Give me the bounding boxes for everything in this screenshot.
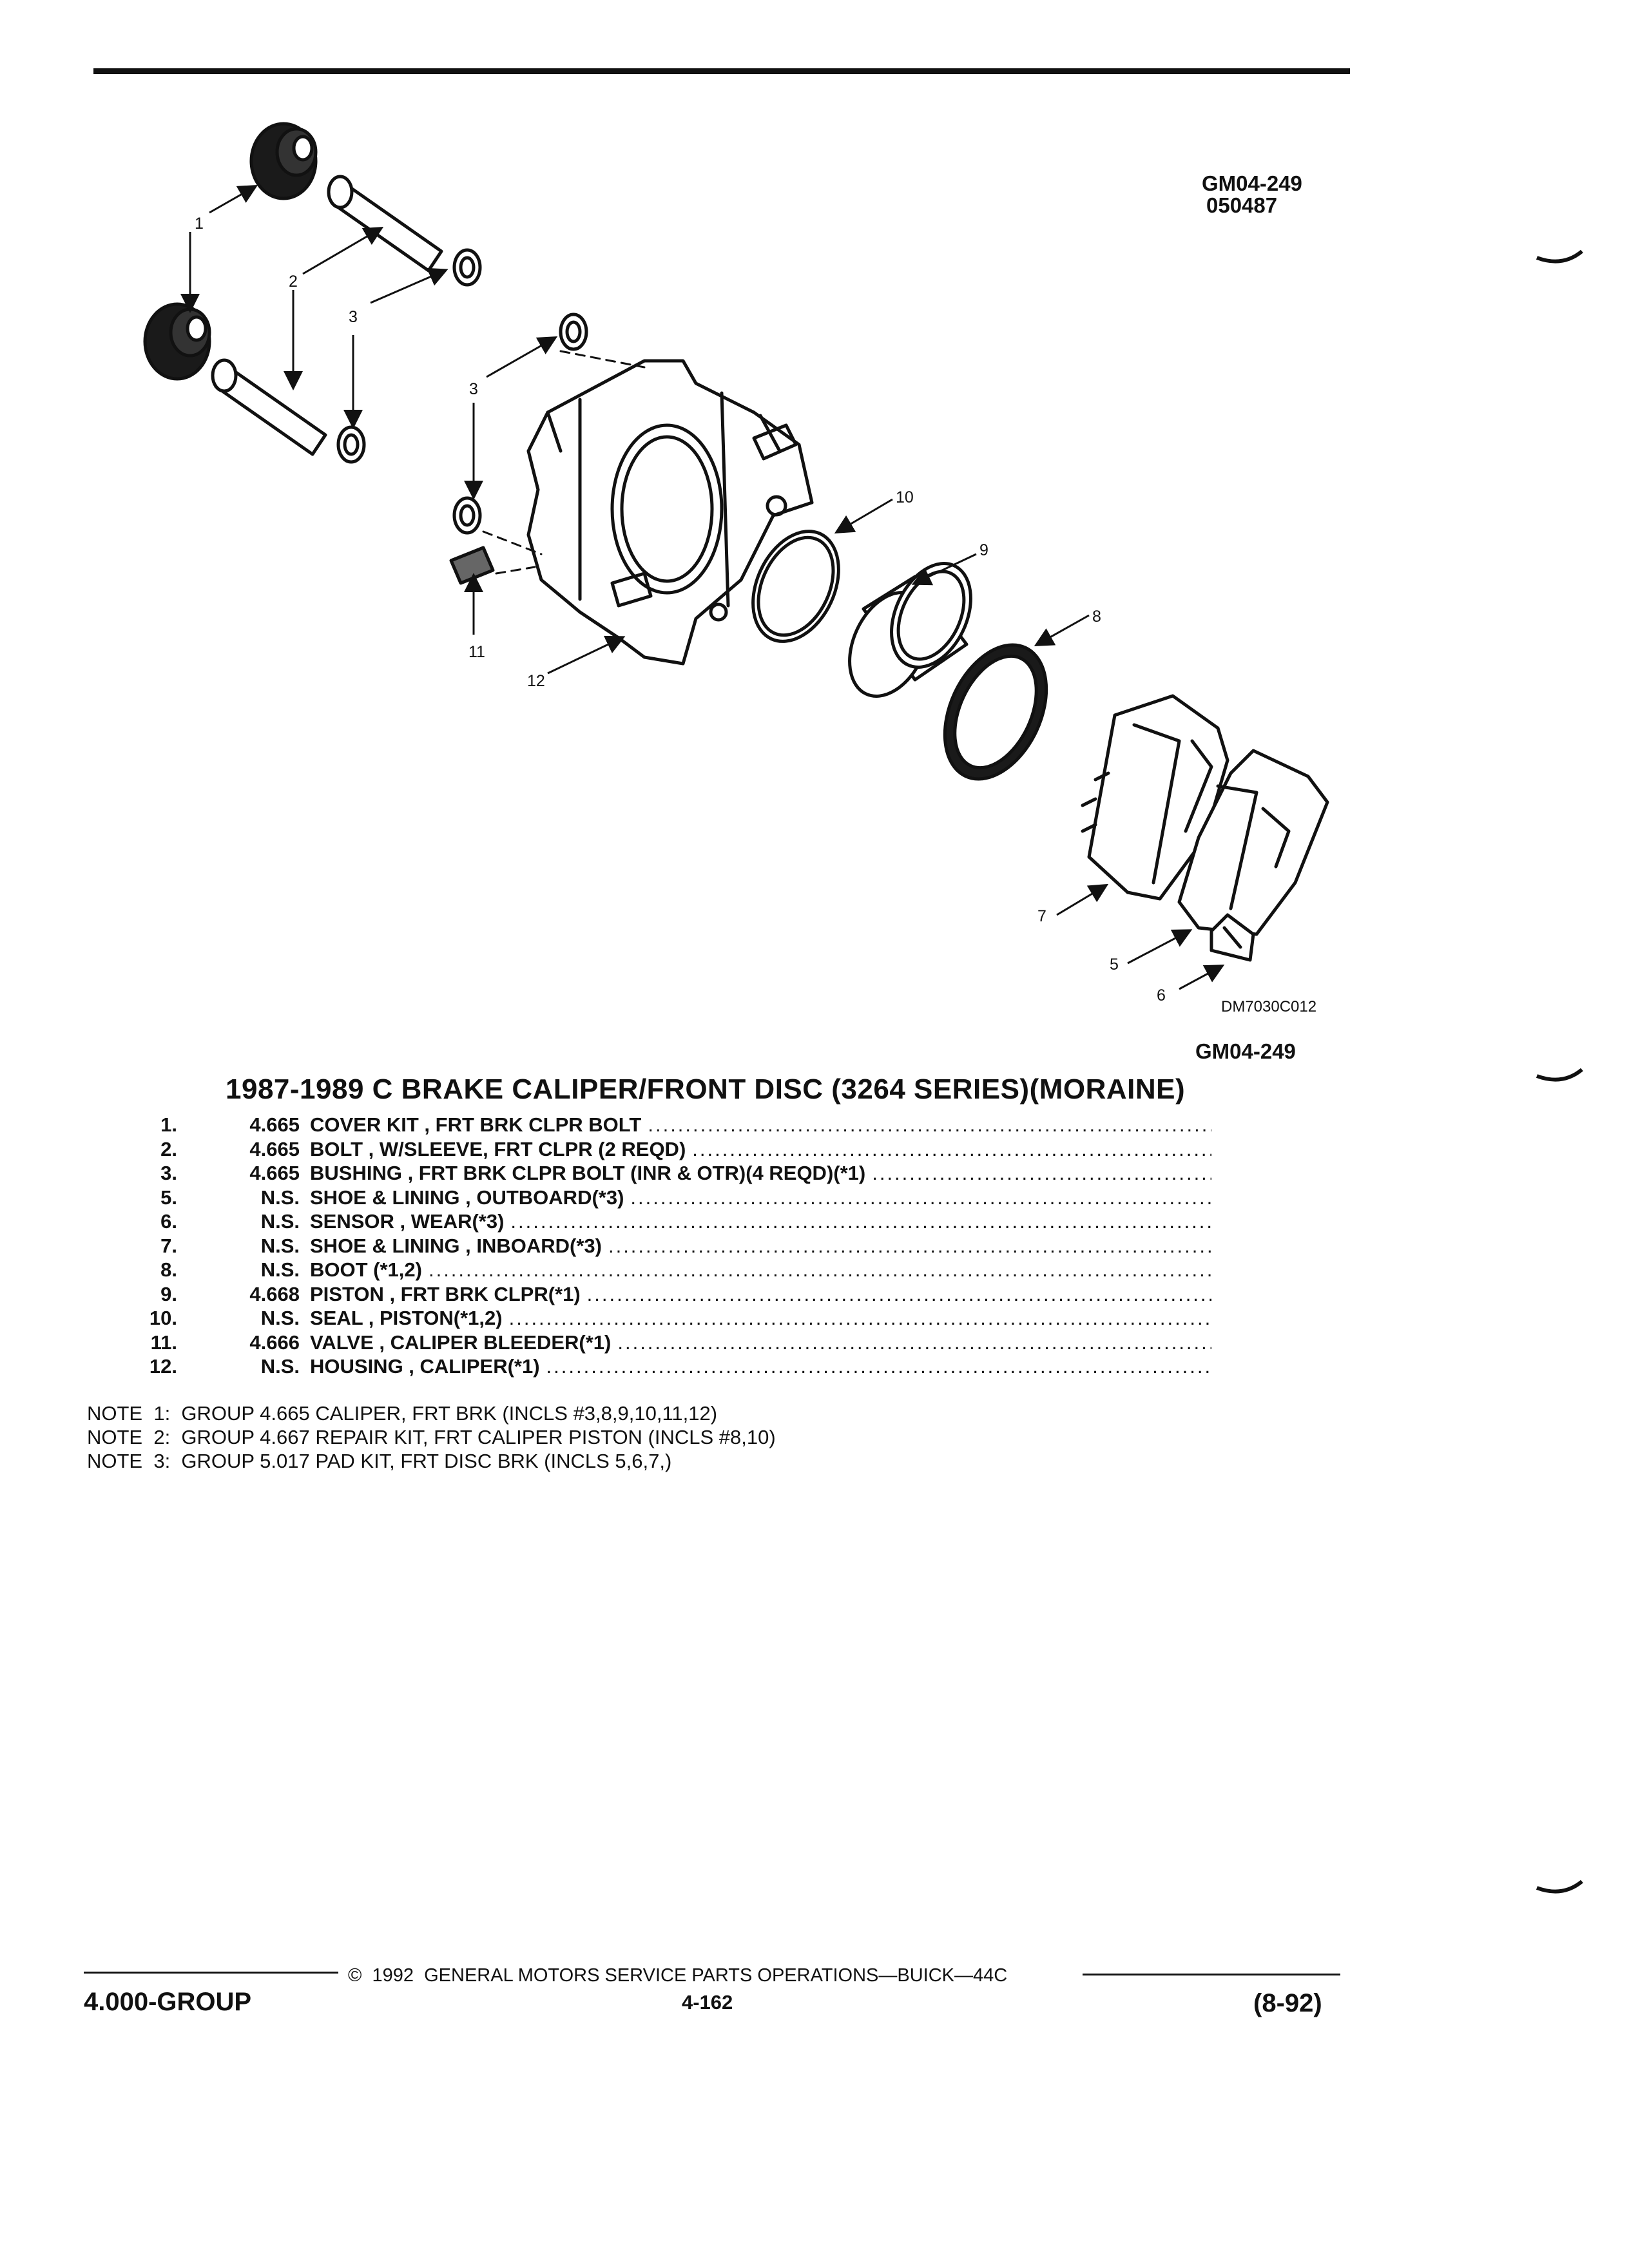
caliper-housing [528, 361, 812, 664]
part-description: HOUSING , CALIPER(*1) [310, 1355, 540, 1378]
dot-leader [509, 1307, 1211, 1330]
drawing-id: DM7030C012 [1221, 998, 1317, 1015]
callout-8: 8 [1092, 608, 1101, 626]
part-group: N.S. [260, 1210, 300, 1233]
dot-leader [617, 1331, 1211, 1354]
list-item [90, 1113, 1211, 1138]
dot-leader [587, 1283, 1211, 1306]
footer-rule-left [84, 1972, 338, 1974]
binder-mark [1534, 1066, 1585, 1092]
callout-5: 5 [1110, 956, 1119, 974]
parts-list [90, 1113, 1211, 1379]
part-number: 9. [160, 1282, 177, 1305]
part-group: N.S. [260, 1234, 300, 1257]
part-number: 12. [149, 1355, 177, 1378]
binder-mark [1534, 1878, 1585, 1904]
bolt-upper [329, 177, 441, 271]
bleeder-valve [451, 548, 493, 583]
part-description: BOOT (*1,2) [310, 1258, 422, 1281]
bushing-3 [561, 314, 586, 349]
part-number: 11. [150, 1331, 177, 1354]
callout-11: 11 [468, 643, 485, 661]
page-title: 1987-1989 C BRAKE CALIPER/FRONT DISC (3264 SERIES)(MORAINE) [226, 1073, 1186, 1105]
part-group: N.S. [260, 1186, 300, 1209]
dot-leader [648, 1113, 1211, 1137]
group-label: 4.000-GROUP [84, 1988, 252, 2016]
note-2: NOTE 2: GROUP 4.667 REPAIR KIT, FRT CALIPER PISTON (INCLS #8,10) [87, 1426, 776, 1448]
part-group: 4.666 [249, 1331, 300, 1354]
callout-7: 7 [1037, 907, 1046, 925]
dot-leader [630, 1186, 1211, 1209]
part-group: 4.665 [249, 1162, 300, 1184]
list-item [90, 1331, 1211, 1356]
part-number: 2. [160, 1137, 177, 1160]
bolt-lower [213, 360, 325, 454]
dot-leader [608, 1235, 1211, 1258]
cover-kit-upper [251, 124, 316, 198]
list-item [90, 1162, 1211, 1186]
part-description: VALVE , CALIPER BLEEDER(*1) [310, 1331, 612, 1354]
dot-leader [429, 1258, 1211, 1282]
part-group: N.S. [260, 1355, 300, 1378]
dot-leader [872, 1162, 1211, 1185]
dot-leader [546, 1355, 1211, 1378]
part-description: BOLT , W/SLEEVE, FRT CLPR (2 REQD) [310, 1137, 686, 1160]
list-item [90, 1283, 1211, 1307]
list-item [90, 1355, 1211, 1379]
part-description: SHOE & LINING , OUTBOARD(*3) [310, 1186, 624, 1209]
bushing-2 [338, 427, 364, 462]
bushing-4 [454, 498, 480, 533]
part-group: N.S. [260, 1307, 300, 1329]
list-item [90, 1307, 1211, 1331]
callout-10: 10 [896, 488, 914, 506]
part-number: 7. [160, 1234, 177, 1257]
part-group: 4.665 [249, 1113, 300, 1136]
part-number: 5. [160, 1186, 177, 1209]
part-number: 8. [160, 1258, 177, 1281]
callout-3-upper: 3 [349, 308, 358, 326]
figure-code-bottom: GM04-249 [1195, 1039, 1296, 1063]
binder-mark [1534, 248, 1585, 274]
list-item [90, 1210, 1211, 1235]
bushing-1 [454, 250, 480, 285]
figure-code-top: GM04-249 [1202, 171, 1302, 195]
callout-1: 1 [195, 215, 204, 233]
part-description: COVER KIT , FRT BRK CLPR BOLT [310, 1113, 642, 1136]
part-description: SEAL , PISTON(*1,2) [310, 1307, 503, 1329]
list-item [90, 1258, 1211, 1283]
note-1: NOTE 1: GROUP 4.665 CALIPER, FRT BRK (INCLS #3,8,9,10,11,12) [87, 1402, 718, 1425]
part-group: 4.665 [249, 1137, 300, 1160]
callout-9: 9 [979, 541, 988, 559]
part-description: SHOE & LINING , INBOARD(*3) [310, 1234, 602, 1257]
callout-2: 2 [289, 273, 298, 291]
list-item [90, 1138, 1211, 1162]
list-item [90, 1186, 1211, 1211]
copyright-line: © 1992 GENERAL MOTORS SERVICE PARTS OPERATIONS—BUICK—44C [348, 1965, 1008, 1986]
list-item [90, 1235, 1211, 1259]
exploded-parts-diagram [0, 0, 1629, 1057]
part-number: 3. [160, 1162, 177, 1184]
part-description: BUSHING , FRT BRK CLPR BOLT (INR & OTR)(4 REQD)(*1) [310, 1162, 866, 1184]
page-number: 4-162 [682, 1991, 733, 2013]
footer-rule-right [1083, 1974, 1340, 1975]
part-group: 4.668 [249, 1282, 300, 1305]
part-number: 1. [160, 1113, 177, 1136]
cover-kit-lower [145, 304, 209, 379]
dot-leader [692, 1138, 1211, 1161]
figure-date-code: 050487 [1206, 193, 1278, 217]
note-3: NOTE 3: GROUP 5.017 PAD KIT, FRT DISC BRK (INCLS 5,6,7,) [87, 1450, 672, 1472]
part-description: SENSOR , WEAR(*3) [310, 1210, 505, 1233]
notes-block [87, 1401, 776, 1473]
callout-3-lower: 3 [469, 380, 478, 398]
part-number: 6. [160, 1210, 177, 1233]
part-group: N.S. [260, 1258, 300, 1281]
part-number: 10. [149, 1307, 177, 1329]
part-description: PISTON , FRT BRK CLPR(*1) [310, 1282, 581, 1305]
callout-12: 12 [527, 672, 545, 690]
dot-leader [510, 1210, 1211, 1233]
callout-6: 6 [1157, 986, 1166, 1004]
revision-date: (8-92) [1253, 1989, 1322, 2017]
